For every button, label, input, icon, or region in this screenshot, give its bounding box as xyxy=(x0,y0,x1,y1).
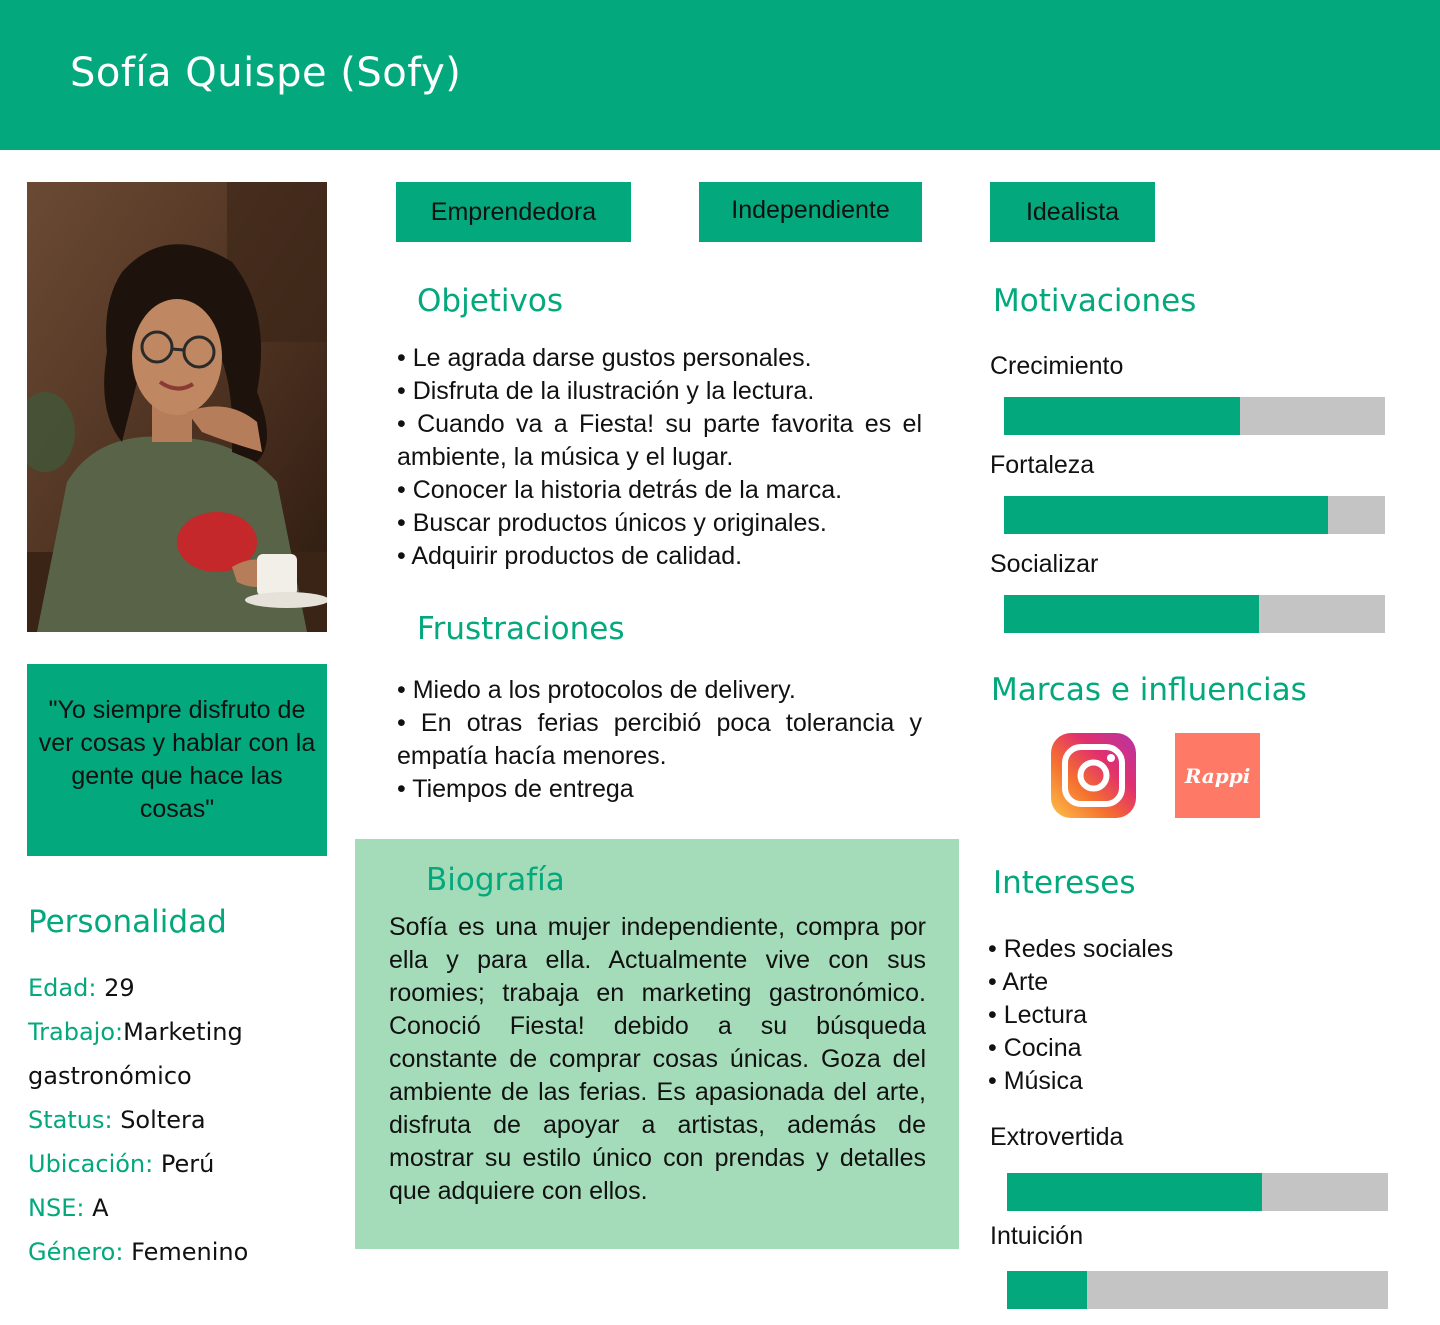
biography-title: Biografía xyxy=(426,862,565,898)
motivations-title: Motivaciones xyxy=(993,283,1197,319)
rappi-label: Rappi xyxy=(1184,763,1251,788)
info-nse: NSE: A xyxy=(28,1194,109,1222)
list-item: • Arte xyxy=(988,968,1049,996)
info-genero: Género: Femenino xyxy=(28,1238,249,1266)
bar-fortaleza xyxy=(1004,496,1385,534)
profile-photo xyxy=(27,182,327,632)
objectives-list xyxy=(397,342,922,573)
list-item: • Le agrada darse gustos personales. xyxy=(397,344,812,372)
objectives-title: Objetivos xyxy=(417,283,563,319)
list-item: • Cuando va a Fiesta! su parte favorita es el ambiente, la música y el lugar. xyxy=(397,410,922,471)
bar-fill xyxy=(1004,397,1240,435)
quote-text: "Yo siempre disfruto de ver cosas y hablar con la gente que hace las cosas" xyxy=(38,696,316,823)
bar-label-crecimiento: Crecimiento xyxy=(990,352,1124,380)
bar-fill xyxy=(1004,595,1259,633)
list-item: • Adquirir productos de calidad. xyxy=(397,542,743,570)
bar-intuicion xyxy=(1007,1271,1388,1309)
tag-independiente: Independiente xyxy=(699,182,922,242)
interests-list xyxy=(988,933,1288,1098)
portrait-illustration xyxy=(27,182,327,632)
list-item: • Cocina xyxy=(988,1034,1082,1062)
list-item: • En otras ferias percibió poca tolerancia y empatía hacía menores. xyxy=(397,709,922,770)
personality-list xyxy=(28,966,348,1274)
list-item: • Buscar productos únicos y originales. xyxy=(397,509,827,537)
info-edad: Edad: 29 xyxy=(28,974,135,1002)
bar-extrovertida xyxy=(1007,1173,1388,1211)
quote-box xyxy=(27,664,327,856)
bar-socializar xyxy=(1004,595,1385,633)
instagram-icon xyxy=(1051,733,1136,818)
header-bar xyxy=(0,0,1440,150)
tag-idealista: Idealista xyxy=(990,182,1155,242)
bar-label-intuicion: Intuición xyxy=(990,1222,1084,1250)
biography-text: Sofía es una mujer independiente, compra por ella y para ella. Actualmente vive con sus roomies; trabaja en marketing gastronómico. Conoció Fiesta! debido a su búsqueda constante de comprar cosas únicas. Goza del ambiente de las ferias. Es apasionada del arte, disfruta de apoyar a artistas, además de mostrar su estilo único con prendas y detalles que adquiere con ellos. xyxy=(389,913,926,1205)
bar-label-extrovertida: Extrovertida xyxy=(990,1123,1124,1151)
bar-label-fortaleza: Fortaleza xyxy=(990,451,1095,479)
bar-fill xyxy=(1007,1173,1262,1211)
bar-fill xyxy=(1007,1271,1087,1309)
personality-title: Personalidad xyxy=(28,904,227,940)
list-item: • Lectura xyxy=(988,1001,1088,1029)
list-item: • Conocer la historia detrás de la marca. xyxy=(397,476,843,504)
info-trabajo: Trabajo:Marketing gastronómico xyxy=(28,1018,243,1090)
list-item: • Tiempos de entrega xyxy=(397,775,634,803)
list-item: • Disfruta de la ilustración y la lectura. xyxy=(397,377,815,405)
bar-crecimiento xyxy=(1004,397,1385,435)
bar-label-socializar: Socializar xyxy=(990,550,1099,578)
rappi-logo xyxy=(1175,733,1260,818)
list-item: • Música xyxy=(988,1067,1083,1095)
list-item: • Miedo a los protocolos de delivery. xyxy=(397,676,796,704)
interests-title: Intereses xyxy=(993,865,1136,901)
info-status: Status: Soltera xyxy=(28,1106,206,1134)
bar-fill xyxy=(1004,496,1328,534)
frustrations-title: Frustraciones xyxy=(417,611,625,647)
brands-title: Marcas e influencias xyxy=(991,672,1307,708)
info-ubicacion: Ubicación: Perú xyxy=(28,1150,215,1178)
frustrations-list xyxy=(397,674,922,806)
page-title: Sofía Quispe (Sofy) xyxy=(70,50,462,96)
tag-emprendedora: Emprendedora xyxy=(396,182,631,242)
list-item: • Redes sociales xyxy=(988,935,1174,963)
